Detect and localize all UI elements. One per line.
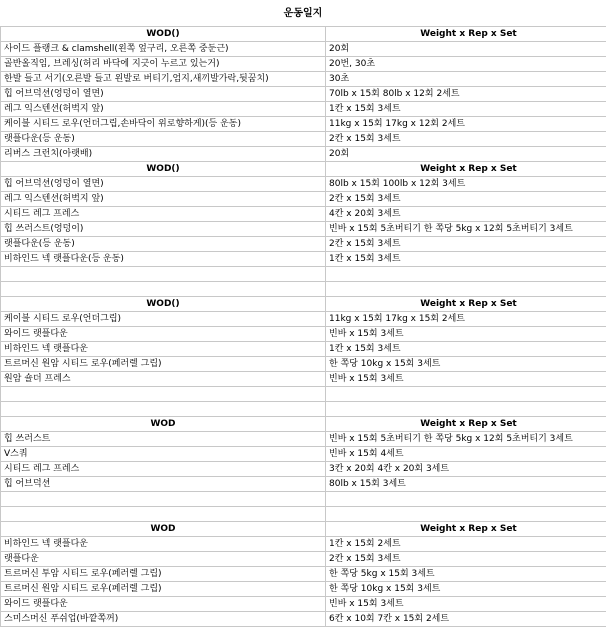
detail-cell[interactable]: 20회 bbox=[326, 42, 606, 57]
table-row bbox=[1, 537, 606, 552]
table-row bbox=[1, 612, 606, 627]
detail-cell[interactable]: 3칸 x 20회 4칸 x 20회 3세트 bbox=[326, 462, 606, 477]
wod-header-cell[interactable]: WOD() bbox=[1, 297, 326, 312]
exercise-cell[interactable] bbox=[1, 402, 326, 417]
exercise-cell[interactable]: 리버스 크런치(아랫배) bbox=[1, 147, 326, 162]
detail-cell[interactable] bbox=[326, 492, 606, 507]
exercise-cell[interactable]: 골반올직임, 브레싱(허리 바닥에 지긋이 누르고 있는거) bbox=[1, 57, 326, 72]
exercise-cell[interactable]: 케이블 시티드 로우(언더그립,손바닥이 위로향하게)(등 운동) bbox=[1, 117, 326, 132]
exercise-cell[interactable] bbox=[1, 282, 326, 297]
table-row bbox=[1, 42, 606, 57]
wod-header-cell[interactable]: WOD() bbox=[1, 162, 326, 177]
table-row bbox=[1, 342, 606, 357]
detail-cell[interactable]: 1칸 x 15회 3세트 bbox=[326, 102, 606, 117]
table-row bbox=[1, 477, 606, 492]
exercise-cell[interactable]: V스쿼 bbox=[1, 447, 326, 462]
exercise-cell[interactable]: 사이드 플랭크 & clamshell(왼쪽 엎구리, 오른쪽 중둔근) bbox=[1, 42, 326, 57]
detail-cell[interactable]: 2칸 x 15회 3세트 bbox=[326, 237, 606, 252]
table-row bbox=[1, 597, 606, 612]
page-title: 운동일지 bbox=[283, 8, 323, 19]
exercise-cell[interactable]: 원암 숄더 프레스 bbox=[1, 372, 326, 387]
exercise-cell[interactable]: 트르머신 투암 시티드 로우(페러렐 그립) bbox=[1, 567, 326, 582]
detail-cell[interactable]: 30초 bbox=[326, 72, 606, 87]
exercise-cell[interactable]: 힙 어브덕션(엉덩이 열면) bbox=[1, 177, 326, 192]
detail-cell[interactable]: 1칸 x 15회 3세트 bbox=[326, 252, 606, 267]
table-row bbox=[1, 462, 606, 477]
detail-cell[interactable]: 한 쪽당 5kg x 15회 3세트 bbox=[326, 567, 606, 582]
exercise-cell[interactable]: 비하인드 넥 랫플다운(등 운동) bbox=[1, 252, 326, 267]
detail-cell[interactable] bbox=[326, 282, 606, 297]
detail-cell[interactable] bbox=[326, 387, 606, 402]
table-row bbox=[1, 552, 606, 567]
detail-cell[interactable]: 2칸 x 15회 3세트 bbox=[326, 132, 606, 147]
exercise-cell[interactable]: 와이드 랫플다운 bbox=[1, 597, 326, 612]
table-row bbox=[1, 567, 606, 582]
table-row bbox=[1, 372, 606, 387]
table-row bbox=[1, 312, 606, 327]
blank-row bbox=[1, 507, 606, 522]
exercise-cell[interactable]: 시티드 레그 프레스 bbox=[1, 207, 326, 222]
detail-cell[interactable]: 1칸 x 15회 2세트 bbox=[326, 537, 606, 552]
wod-header-cell[interactable]: WOD() bbox=[1, 27, 326, 42]
wod-header-cell[interactable]: WOD bbox=[1, 417, 326, 432]
table-row bbox=[1, 87, 606, 102]
weight-rep-set-header-cell[interactable]: Weight x Rep x Set bbox=[326, 162, 606, 177]
section-header-row bbox=[1, 162, 606, 177]
detail-cell[interactable]: 20회 bbox=[326, 147, 606, 162]
detail-cell[interactable]: 빈바 x 15회 5초버티기 한 쪽당 5kg x 12회 5초버티기 3세트 bbox=[326, 222, 606, 237]
detail-cell[interactable]: 20번, 30초 bbox=[326, 57, 606, 72]
detail-cell[interactable]: 4칸 x 20회 3세트 bbox=[326, 207, 606, 222]
table-row bbox=[1, 147, 606, 162]
detail-cell[interactable]: 11kg x 15회 17kg x 12회 2세트 bbox=[326, 117, 606, 132]
weight-rep-set-header-cell[interactable]: Weight x Rep x Set bbox=[326, 417, 606, 432]
detail-cell[interactable]: 70lb x 15회 80lb x 12회 2세트 bbox=[326, 87, 606, 102]
exercise-cell[interactable]: 비하인드 넥 랫플다운 bbox=[1, 537, 326, 552]
detail-cell[interactable]: 2칸 x 15회 3세트 bbox=[326, 192, 606, 207]
blank-row bbox=[1, 492, 606, 507]
exercise-cell[interactable] bbox=[1, 387, 326, 402]
table-row bbox=[1, 207, 606, 222]
table-row bbox=[1, 432, 606, 447]
table-row bbox=[1, 57, 606, 72]
table-row bbox=[1, 117, 606, 132]
workout-log-body bbox=[1, 27, 606, 627]
exercise-cell[interactable]: 트르머신 원암 시티드 로우(페러렐 그립) bbox=[1, 357, 326, 372]
exercise-cell[interactable] bbox=[1, 507, 326, 522]
table-row bbox=[1, 192, 606, 207]
exercise-cell[interactable]: 케이블 시티드 로우(언더그립) bbox=[1, 312, 326, 327]
exercise-cell[interactable]: 랫플다운(등 운동) bbox=[1, 237, 326, 252]
exercise-cell[interactable] bbox=[1, 267, 326, 282]
detail-cell[interactable]: 80lb x 15회 3세트 bbox=[326, 477, 606, 492]
exercise-cell[interactable]: 레그 익스텐션(허벅지 앞) bbox=[1, 102, 326, 117]
table-row bbox=[1, 222, 606, 237]
blank-row bbox=[1, 282, 606, 297]
detail-cell[interactable] bbox=[326, 507, 606, 522]
exercise-cell[interactable]: 트르머신 원암 시티드 로우(페러렐 그립) bbox=[1, 582, 326, 597]
detail-cell[interactable]: 6칸 x 10회 7칸 x 15회 2세트 bbox=[326, 612, 606, 627]
section-header-row bbox=[1, 297, 606, 312]
weight-rep-set-header-cell[interactable]: Weight x Rep x Set bbox=[326, 27, 606, 42]
detail-cell[interactable]: 빈바 x 15회 3세트 bbox=[326, 597, 606, 612]
section-header-row bbox=[1, 522, 606, 537]
detail-cell[interactable]: 11kg x 15회 17kg x 15회 2세트 bbox=[326, 312, 606, 327]
detail-cell[interactable]: 빈바 x 15회 5초버티기 한 쪽당 5kg x 12회 5초버티기 3세트 bbox=[326, 432, 606, 447]
exercise-cell[interactable]: 레그 익스텐션(허벅지 앞) bbox=[1, 192, 326, 207]
exercise-cell[interactable]: 힙 어브덕션 bbox=[1, 477, 326, 492]
table-row bbox=[1, 72, 606, 87]
detail-cell[interactable] bbox=[326, 267, 606, 282]
exercise-cell[interactable]: 비하인드 넥 랫플다운 bbox=[1, 342, 326, 357]
detail-cell[interactable]: 1칸 x 15회 3세트 bbox=[326, 342, 606, 357]
exercise-cell[interactable]: 랫플다운 bbox=[1, 552, 326, 567]
exercise-cell[interactable]: 스미스머신 푸쉬업(바깥쪽꺼) bbox=[1, 612, 326, 627]
exercise-cell[interactable]: 시티드 레그 프레스 bbox=[1, 462, 326, 477]
section-header-row bbox=[1, 27, 606, 42]
table-row bbox=[1, 447, 606, 462]
detail-cell[interactable]: 한 쪽당 10kg x 15회 3세트 bbox=[326, 582, 606, 597]
table-row bbox=[1, 582, 606, 597]
table-row bbox=[1, 327, 606, 342]
detail-cell[interactable]: 빈바 x 15회 4세트 bbox=[326, 447, 606, 462]
table-row bbox=[1, 177, 606, 192]
weight-rep-set-header-cell[interactable]: Weight x Rep x Set bbox=[326, 297, 606, 312]
exercise-cell[interactable]: 힙 쓰러스트 bbox=[1, 432, 326, 447]
table-row bbox=[1, 357, 606, 372]
detail-cell[interactable]: 한 쪽당 10kg x 15회 3세트 bbox=[326, 357, 606, 372]
detail-cell[interactable]: 80lb x 15회 100lb x 12회 3세트 bbox=[326, 177, 606, 192]
exercise-cell[interactable]: 와이드 랫플다운 bbox=[1, 327, 326, 342]
table-row bbox=[1, 132, 606, 147]
exercise-cell[interactable]: 한발 들고 서기(오른발 들고 왼발로 버티기,엄지,새끼발가락,뒷꿈치) bbox=[1, 72, 326, 87]
table-row bbox=[1, 102, 606, 117]
detail-cell[interactable] bbox=[326, 402, 606, 417]
blank-row bbox=[1, 267, 606, 282]
blank-row bbox=[1, 402, 606, 417]
weight-rep-set-header-cell[interactable]: Weight x Rep x Set bbox=[326, 522, 606, 537]
exercise-cell[interactable]: 힙 쓰러스트(엉덩이) bbox=[1, 222, 326, 237]
section-header-row bbox=[1, 417, 606, 432]
exercise-cell[interactable] bbox=[1, 492, 326, 507]
table-row bbox=[1, 252, 606, 267]
exercise-cell[interactable]: 힙 어브덕션(엉덩이 열면) bbox=[1, 87, 326, 102]
table-row bbox=[1, 237, 606, 252]
detail-cell[interactable]: 빈바 x 15회 3세트 bbox=[326, 327, 606, 342]
wod-header-cell[interactable]: WOD bbox=[1, 522, 326, 537]
blank-row bbox=[1, 387, 606, 402]
detail-cell[interactable]: 빈바 x 15회 3세트 bbox=[326, 372, 606, 387]
workout-log-table bbox=[0, 26, 606, 627]
exercise-cell[interactable]: 랫플다운(등 운동) bbox=[1, 132, 326, 147]
detail-cell[interactable]: 2칸 x 15회 3세트 bbox=[326, 552, 606, 567]
